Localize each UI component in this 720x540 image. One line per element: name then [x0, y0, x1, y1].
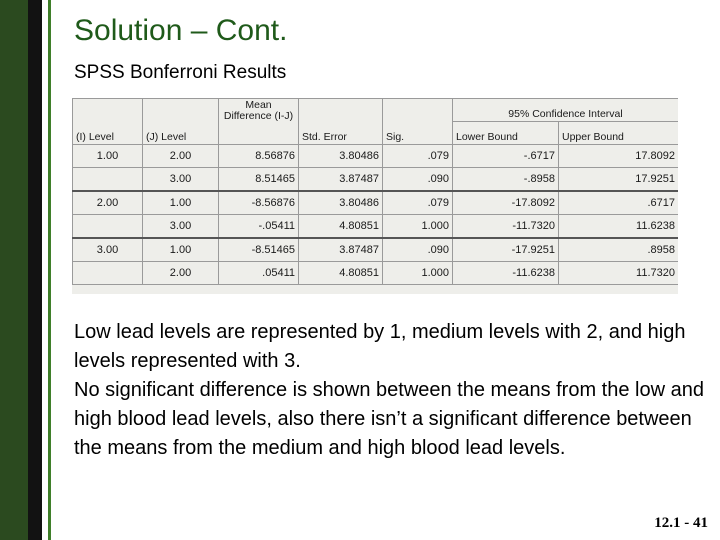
- left-black-bar: [28, 0, 42, 540]
- cell-upper-bound: .8958: [559, 238, 679, 262]
- table-header-row-1: [73, 99, 679, 122]
- cell-mean-difference: -.05411: [219, 215, 299, 239]
- cell-sig: 1.000: [383, 215, 453, 239]
- slide-title: Solution – Cont.: [74, 14, 288, 47]
- cell-j-level: 1.00: [143, 238, 219, 262]
- cell-lower-bound: -.6717: [453, 145, 559, 168]
- header-std-error: Std. Error: [299, 99, 383, 145]
- cell-i-level: 1.00: [73, 145, 143, 168]
- bonferroni-table: [72, 98, 678, 285]
- table-row: [73, 262, 679, 285]
- cell-mean-difference: -8.56876: [219, 191, 299, 215]
- cell-lower-bound: -11.6238: [453, 262, 559, 285]
- cell-j-level: 2.00: [143, 145, 219, 168]
- cell-std-error: 3.87487: [299, 238, 383, 262]
- cell-lower-bound: -17.8092: [453, 191, 559, 215]
- cell-mean-difference: -8.51465: [219, 238, 299, 262]
- paragraph-level-coding: Low lead levels are represented by 1, medium levels with 2, and high levels represented with 3.: [74, 321, 686, 372]
- paragraph-conclusion: No significant difference is shown between the means from the low and high blood lead levels, also there isn’t a significant difference between the means from the medium and high blood lead levels.: [74, 379, 704, 459]
- cell-sig: 1.000: [383, 262, 453, 285]
- cell-sig: .079: [383, 191, 453, 215]
- table-row: [73, 191, 679, 215]
- table-row: [73, 215, 679, 239]
- bonferroni-table-image: [72, 98, 678, 294]
- left-thin-line: [48, 0, 51, 540]
- header-lower-bound: Lower Bound: [453, 122, 559, 145]
- cell-j-level: 2.00: [143, 262, 219, 285]
- page-number: 12.1 - 41: [654, 515, 708, 531]
- cell-std-error: 3.87487: [299, 168, 383, 192]
- body-text: [74, 318, 704, 463]
- header-upper-bound: Upper Bound: [559, 122, 679, 145]
- cell-lower-bound: -11.7320: [453, 215, 559, 239]
- slide-subtitle: SPSS Bonferroni Results: [74, 62, 287, 83]
- left-accent-bar: [0, 0, 28, 540]
- cell-i-level: [73, 262, 143, 285]
- header-i-level: (I) Level: [73, 99, 143, 145]
- cell-sig: .090: [383, 238, 453, 262]
- cell-j-level: 3.00: [143, 215, 219, 239]
- cell-sig: .079: [383, 145, 453, 168]
- cell-upper-bound: 17.9251: [559, 168, 679, 192]
- cell-std-error: 3.80486: [299, 145, 383, 168]
- cell-std-error: 4.80851: [299, 262, 383, 285]
- header-mean-difference: Mean Difference (I-J): [219, 99, 299, 145]
- cell-upper-bound: .6717: [559, 191, 679, 215]
- cell-mean-difference: .05411: [219, 262, 299, 285]
- cell-i-level: [73, 215, 143, 239]
- table-row: [73, 238, 679, 262]
- cell-std-error: 4.80851: [299, 215, 383, 239]
- cell-upper-bound: 11.6238: [559, 215, 679, 239]
- table-row: [73, 145, 679, 168]
- table-row: [73, 168, 679, 192]
- cell-lower-bound: -17.9251: [453, 238, 559, 262]
- cell-i-level: 2.00: [73, 191, 143, 215]
- header-j-level: (J) Level: [143, 99, 219, 145]
- cell-j-level: 1.00: [143, 191, 219, 215]
- cell-mean-difference: 8.51465: [219, 168, 299, 192]
- cell-i-level: [73, 168, 143, 192]
- cell-j-level: 3.00: [143, 168, 219, 192]
- header-confidence-interval: 95% Confidence Interval: [453, 99, 679, 122]
- cell-i-level: 3.00: [73, 238, 143, 262]
- cell-mean-difference: 8.56876: [219, 145, 299, 168]
- cell-upper-bound: 17.8092: [559, 145, 679, 168]
- cell-upper-bound: 11.7320: [559, 262, 679, 285]
- header-sig: Sig.: [383, 99, 453, 145]
- cell-sig: .090: [383, 168, 453, 192]
- cell-lower-bound: -.8958: [453, 168, 559, 192]
- cell-std-error: 3.80486: [299, 191, 383, 215]
